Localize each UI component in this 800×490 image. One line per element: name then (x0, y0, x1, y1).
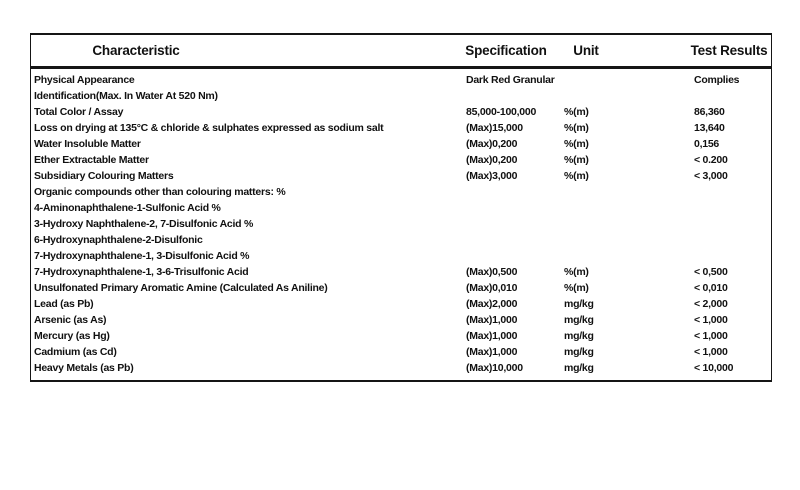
table-row (31, 152, 771, 168)
specification-cell: (Max)3,000 (466, 170, 518, 182)
table-row (31, 296, 771, 312)
test-result-cell: < 1,000 (694, 330, 728, 342)
table-row (31, 136, 771, 152)
test-result-cell: 0,156 (694, 138, 720, 150)
characteristic-cell: Ether Extractable Matter (34, 154, 149, 166)
table-row (31, 248, 771, 264)
table-row (31, 104, 771, 120)
unit-cell: %(m) (564, 122, 589, 134)
unit-cell: %(m) (564, 106, 589, 118)
unit-cell: %(m) (564, 170, 589, 182)
test-result-cell: < 3,000 (694, 170, 728, 182)
characteristic-cell: 7-Hydroxynaphthalene-1, 3-Disulfonic Acid % (34, 250, 250, 262)
test-result-cell: 86,360 (694, 106, 725, 118)
specification-table (30, 33, 772, 382)
test-result-cell: Complies (694, 74, 740, 86)
specification-cell: (Max)1,000 (466, 346, 518, 358)
table-row (31, 200, 771, 216)
test-result-cell: < 1,000 (694, 314, 728, 326)
characteristic-cell: Loss on drying at 135°C & chloride & sulphates expressed as sodium salt (34, 122, 384, 134)
characteristic-cell: Organic compounds other than colouring matters: % (34, 186, 286, 198)
characteristic-cell: Heavy Metals (as Pb) (34, 362, 134, 374)
table-row (31, 344, 771, 360)
characteristic-cell: Cadmium (as Cd) (34, 346, 117, 358)
unit-cell: mg/kg (564, 330, 594, 342)
specification-cell: 85,000-100,000 (466, 106, 537, 118)
characteristic-cell: Mercury (as Hg) (34, 330, 110, 342)
unit-cell: %(m) (564, 282, 589, 294)
characteristic-cell: Total Color / Assay (34, 106, 124, 118)
specification-cell: (Max)0,200 (466, 138, 518, 150)
specification-cell: (Max)1,000 (466, 330, 518, 342)
characteristic-cell: 6-Hydroxynaphthalene-2-Disulfonic (34, 234, 203, 246)
table-row (31, 360, 771, 376)
test-result-cell: < 2,000 (694, 298, 728, 310)
table-row (31, 184, 771, 200)
table-header-row (31, 35, 771, 69)
test-result-cell: < 1,000 (694, 346, 728, 358)
test-result-cell: < 0,500 (694, 266, 728, 278)
characteristic-cell: Identification(Max. In Water At 520 Nm) (34, 90, 218, 102)
unit-cell: mg/kg (564, 346, 594, 358)
table-row (31, 328, 771, 344)
characteristic-cell: Subsidiary Colouring Matters (34, 170, 174, 182)
header-characteristic: Characteristic (92, 43, 180, 58)
table-row (31, 72, 771, 88)
header-unit: Unit (573, 43, 599, 58)
test-result-cell: 13,640 (694, 122, 725, 134)
test-result-cell: < 0,010 (694, 282, 728, 294)
unit-cell: mg/kg (564, 362, 594, 374)
characteristic-cell: 7-Hydroxynaphthalene-1, 3-6-Trisulfonic Acid (34, 266, 249, 278)
specification-cell: Dark Red Granular (466, 74, 555, 86)
table-row (31, 264, 771, 280)
table-body (31, 69, 771, 380)
table-row (31, 120, 771, 136)
unit-cell: %(m) (564, 266, 589, 278)
unit-cell: mg/kg (564, 314, 594, 326)
unit-cell: mg/kg (564, 298, 594, 310)
specification-cell: (Max)0,500 (466, 266, 518, 278)
specification-cell: (Max)2,000 (466, 298, 518, 310)
header-specification: Specification (465, 43, 547, 58)
characteristic-cell: Arsenic (as As) (34, 314, 107, 326)
table-row (31, 168, 771, 184)
characteristic-cell: Physical Appearance (34, 74, 135, 86)
header-test-results: Test Results (690, 43, 768, 58)
test-result-cell: < 10,000 (694, 362, 734, 374)
table-row (31, 88, 771, 104)
table-row (31, 232, 771, 248)
specification-cell: (Max)15,000 (466, 122, 523, 134)
table-row (31, 312, 771, 328)
specification-cell: (Max)1,000 (466, 314, 518, 326)
characteristic-cell: Unsulfonated Primary Aromatic Amine (Calculated As Aniline) (34, 282, 328, 294)
characteristic-cell: Water Insoluble Matter (34, 138, 141, 150)
specification-cell: (Max)0,010 (466, 282, 518, 294)
unit-cell: %(m) (564, 138, 589, 150)
characteristic-cell: 4-Aminonaphthalene-1-Sulfonic Acid % (34, 202, 221, 214)
characteristic-cell: Lead (as Pb) (34, 298, 94, 310)
table-row (31, 280, 771, 296)
specification-cell: (Max)10,000 (466, 362, 523, 374)
test-result-cell: < 0.200 (694, 154, 728, 166)
specification-cell: (Max)0,200 (466, 154, 518, 166)
characteristic-cell: 3-Hydroxy Naphthalene-2, 7-Disulfonic Acid % (34, 218, 254, 230)
unit-cell: %(m) (564, 154, 589, 166)
table-row (31, 216, 771, 232)
